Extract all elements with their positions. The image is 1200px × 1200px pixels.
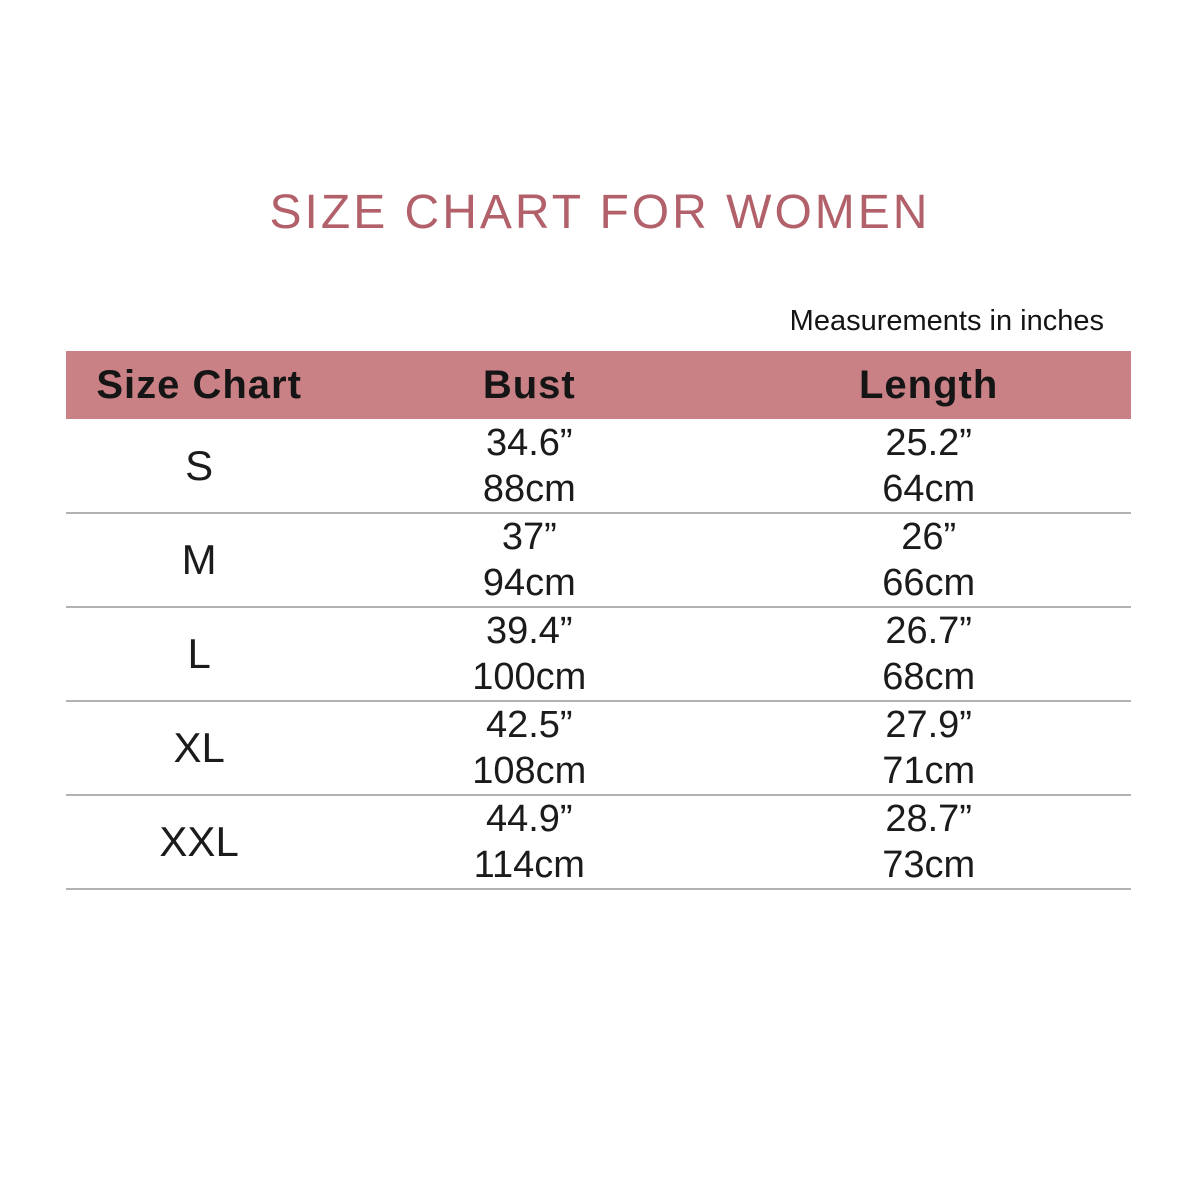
bust-inches: 37” [501, 516, 557, 558]
length-inches: 25.2” [885, 421, 972, 464]
length-inches: 26” [901, 516, 957, 558]
bust-cell [332, 513, 726, 607]
length-cm: 68cm [882, 656, 976, 698]
header-bust: Bust [482, 362, 576, 407]
length-cell [726, 701, 1131, 795]
bust-inches: 42.5” [485, 704, 573, 746]
measurements-note: Measurements in inches [789, 305, 1104, 337]
table-row [66, 607, 1131, 701]
bust-cm: 94cm [482, 562, 576, 604]
table-header-row [66, 351, 1131, 419]
length-cm: 71cm [882, 750, 976, 792]
size-label: M [181, 536, 217, 583]
table-row [66, 701, 1131, 795]
bust-cell [332, 701, 726, 795]
length-cm: 73cm [882, 844, 976, 886]
bust-cm: 100cm [472, 656, 587, 698]
bust-cm: 88cm [482, 467, 576, 510]
length-inches: 28.7” [885, 798, 972, 840]
bust-cm: 108cm [472, 750, 587, 792]
length-cell [726, 419, 1131, 513]
bust-cell [332, 419, 726, 513]
length-cell [726, 795, 1131, 889]
header-length: Length [858, 362, 999, 407]
size-table [66, 351, 1131, 890]
size-table-body [66, 419, 1131, 889]
bust-cm: 114cm [473, 844, 585, 886]
length-cm: 64cm [882, 467, 976, 510]
bust-cell [332, 607, 726, 701]
length-inches: 27.9” [885, 704, 972, 746]
length-cell [726, 607, 1131, 701]
length-inches: 26.7” [885, 610, 972, 652]
bust-inches: 34.6” [485, 421, 573, 464]
bust-inches: 44.9” [485, 798, 573, 840]
size-label: XL [173, 724, 225, 771]
size-label: S [185, 441, 214, 489]
table-row [66, 513, 1131, 607]
size-label: XXL [159, 818, 239, 865]
size-label: L [187, 630, 211, 677]
bust-inches: 39.4” [485, 610, 573, 652]
length-cell [726, 513, 1131, 607]
table-row [66, 419, 1131, 513]
page-title: SIZE CHART FOR WOMEN [269, 186, 931, 239]
length-cm: 66cm [882, 562, 976, 604]
bust-cell [332, 795, 726, 889]
table-row [66, 795, 1131, 889]
header-size-chart: Size Chart [96, 362, 302, 407]
